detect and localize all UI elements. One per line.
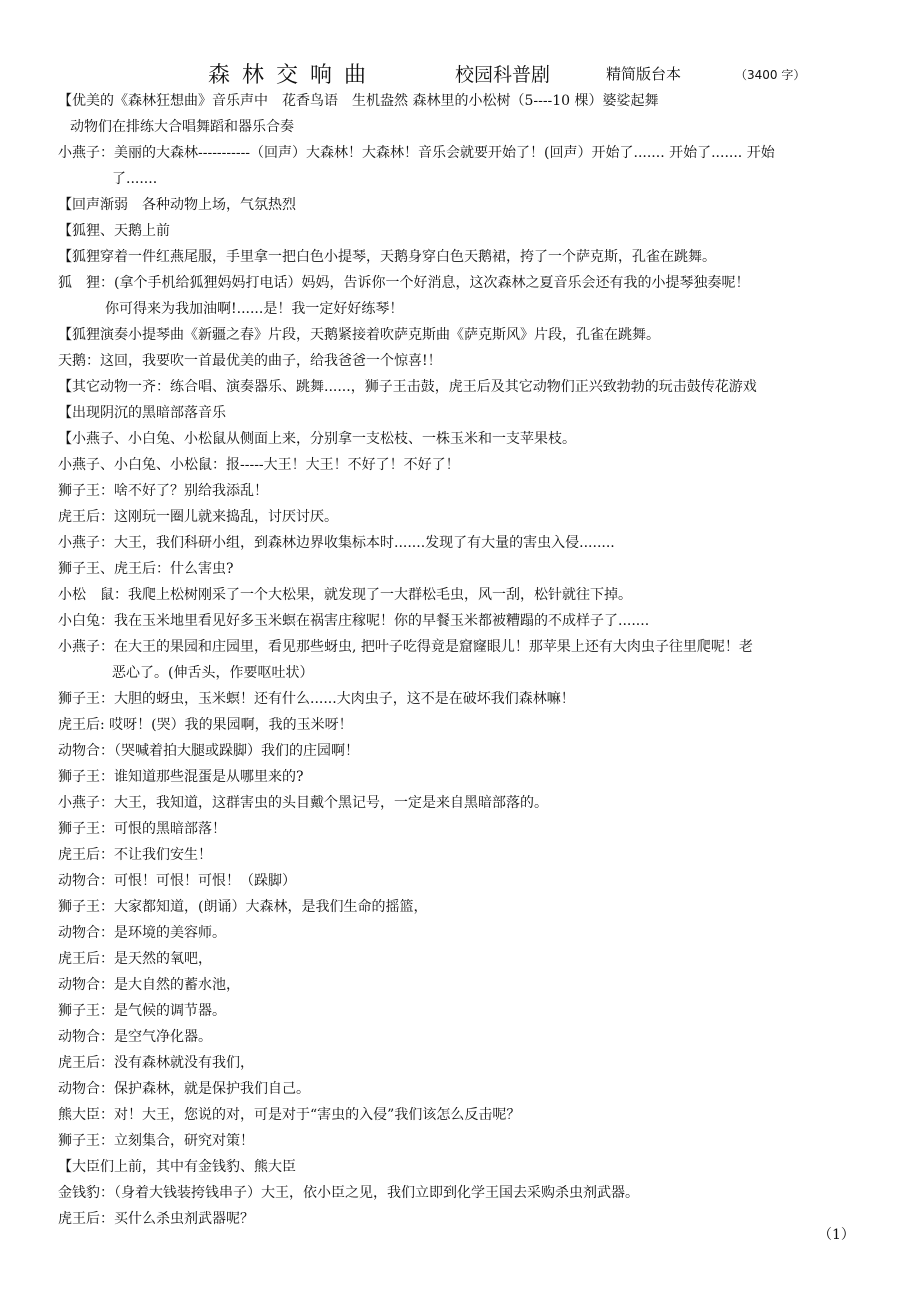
script-line: 虎王后：是天然的氧吧， [58, 951, 212, 967]
script-line: 小白兔：我在玉米地里看见好多玉米螟在祸害庄稼呢！你的早餐玉米都被糟蹋的不成样子了....... [58, 613, 650, 629]
script-line: 狮子王、虎王后：什么害虫? [58, 561, 234, 577]
script-line: 虎王后：买什么杀虫剂武器呢？ [58, 1211, 254, 1227]
script-line: 【大臣们上前，其中有金钱豹、熊大臣 [58, 1159, 296, 1175]
page-number: （1） [818, 1227, 855, 1243]
script-line: 动物们在排练大合唱舞蹈和器乐合奏 [70, 119, 294, 135]
script-line: 动物合：是大自然的蓄水池， [58, 977, 240, 993]
script-line: 动物合：可恨！可恨！可恨！（跺脚） [58, 873, 296, 889]
script-line: 了....... [112, 171, 158, 187]
word-count: （3400 字） [735, 68, 806, 82]
script-line: 小燕子：美丽的大森林-----------（回声）大森林！大森林！音乐会就要开始了！(回声）开始了....... 开始了....... 开始 [58, 145, 775, 161]
script-line: 【其它动物一齐：练合唱、演奏器乐、跳舞......，狮子王击鼓，虎王后及其它动物们正兴致勃勃的玩击鼓传花游戏 [58, 379, 757, 395]
script-line: 狮子王：大家都知道，(朗诵）大森林，是我们生命的摇篮， [58, 899, 428, 915]
script-line: 熊大臣：对！大王，您说的对，可是对于“害虫的入侵”我们该怎么反击呢？ [58, 1107, 521, 1123]
script-line: 天鹅：这回，我要吹一首最优美的曲子，给我爸爸一个惊喜!！ [58, 353, 442, 369]
script-line: 动物合：是环境的美容师。 [58, 925, 226, 941]
script-line: 【小燕子、小白兔、小松鼠从侧面上来，分别拿一支松枝、一株玉米和一支苹果枝。 [58, 431, 576, 447]
script-line: 金钱豹：（身着大钱装挎钱串子）大王，依小臣之见，我们立即到化学王国去采购杀虫剂武器。 [58, 1185, 639, 1201]
script-line: 狮子王：是气候的调节器。 [58, 1003, 226, 1019]
play-title: 森林交响曲 [208, 63, 379, 88]
title-row [0, 58, 920, 88]
script-line: 【出现阴沉的黑暗部落音乐 [58, 405, 226, 421]
script-line: 虎王后：这刚玩一圈儿就来捣乱，讨厌讨厌。 [58, 509, 338, 525]
script-line: 【回声渐弱 各种动物上场，气氛热烈 [58, 197, 296, 213]
script-line: 动物合：保护森林，就是保护我们自己。 [58, 1081, 310, 1097]
edition-label: 精简版台本 [606, 65, 682, 83]
script-line: 虎王后: 哎呀！(哭）我的果园啊，我的玉米呀！ [58, 717, 353, 733]
script-line: 小燕子、小白兔、小松鼠：报-----大王！大王！不好了！不好了！ [58, 457, 460, 473]
script-line: 虎王后：没有森林就没有我们， [58, 1055, 254, 1071]
script-line: 小松 鼠：我爬上松树刚采了一个大松果，就发现了一大群松毛虫，风一刮，松针就往下掉。 [58, 587, 632, 603]
script-line: 【狐狸、天鹅上前 [58, 223, 170, 239]
script-line: 小燕子：在大王的果园和庄园里，看见那些蚜虫, 把叶子吃得竟是窟窿眼儿！那苹果上还有大肉虫子往里爬呢！老 [58, 639, 753, 655]
script-line: 动物合：（哭喊着拍大腿或跺脚）我们的庄园啊！ [58, 743, 359, 759]
script-line: 你可得来为我加油啊!......是！我一定好好练琴！ [105, 301, 404, 317]
script-line: 狮子王：立刻集合，研究对策！ [58, 1133, 254, 1149]
script-line: 狮子王：大胆的蚜虫，玉米螟！还有什么......大肉虫子，这不是在破坏我们森林嘛！ [58, 691, 575, 707]
script-line: 恶心了。(伸舌头，作要呕吐状） [112, 665, 314, 681]
script-line: 虎王后：不让我们安生！ [58, 847, 212, 863]
script-line: 【狐狸穿着一件红燕尾服，手里拿一把白色小提琴，天鹅身穿白色天鹅裙，挎了一个萨克斯，孔雀在跳舞。 [58, 249, 716, 265]
script-line: 狮子王：谁知道那些混蛋是从哪里来的? [58, 769, 304, 785]
script-line: 小燕子：大王，我们科研小组，到森林边界收集标本时.......发现了有大量的害虫入侵........ [58, 535, 615, 551]
script-line: 【狐狸演奏小提琴曲《新疆之春》片段，天鹅紧接着吹萨克斯曲《萨克斯风》片段，孔雀在跳舞。 [58, 327, 660, 343]
play-subtitle: 校园科普剧 [455, 64, 551, 86]
script-line: 狮子王：可恨的黑暗部落！ [58, 821, 226, 837]
script-line: 狐 狸：(拿个手机给狐狸妈妈打电话）妈妈，告诉你一个好消息，这次森林之夏音乐会还有我的小提琴独奏呢！ [58, 275, 750, 291]
script-line: 狮子王：啥不好了？别给我添乱！ [58, 483, 268, 499]
script-line: 动物合：是空气净化器。 [58, 1029, 212, 1045]
script-line: 小燕子：大王，我知道，这群害虫的头目戴个黑记号，一定是来自黑暗部落的。 [58, 795, 548, 811]
script-line: 【优美的《森林狂想曲》音乐声中 花香鸟语 生机盎然 森林里的小松树（5----10 棵）婆娑起舞 [58, 93, 659, 109]
